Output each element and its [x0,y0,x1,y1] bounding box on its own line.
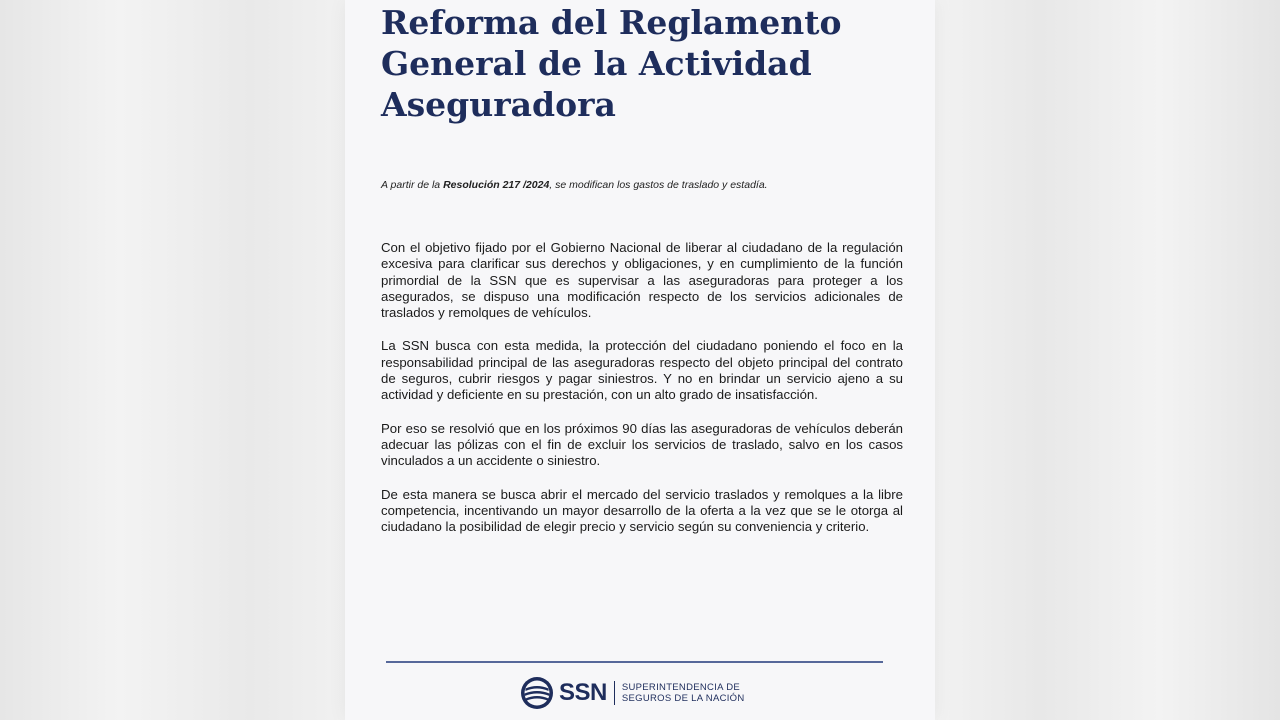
org-line-2: SEGUROS DE LA NACIÓN [621,693,745,704]
paragraph: La SSN busca con esta medida, la protección del ciudadano poniendo el foco en la responsabilidad principal de las aseguradoras respecto del objeto principal del contrato de seguros, cubrir riesgos y pagar siniestros. Y no en brindar un servicio ajeno a su actividad y deficiente en su prestación, con un alto grado de insatisfacción. [381,338,903,403]
resolution-reference: Resolución 217 /2024 [443,179,550,191]
logo-acronym: SSN [559,679,607,706]
subtitle-suffix: , se modifican los gastos de traslado y estadía. [549,179,768,191]
paragraph: Con el objetivo fijado por el Gobierno Nacional de liberar al ciudadano de la regulación excesiva para clarificar sus derechos y obligaciones, y en cumplimiento de la función primordial de la SSN que es supervisar a las aseguradoras para proteger a los asegurados, se dispuso una modificación respecto de los servicios adicionales de traslados y remolques de vehículos. [381,240,903,321]
org-line-1: SUPERINTENDENCIA DE [621,682,740,693]
document-page [345,0,935,720]
ssn-logo [520,676,745,710]
footer-divider [386,661,883,663]
subtitle-prefix: A partir de la [381,179,444,191]
article-body [381,240,903,552]
paragraph: Por eso se resolvió que en los próximos 90 días las aseguradoras de vehículos deberán adecuar las pólizas con el fin de excluir los servicios de traslado, salvo en los casos vinculados a un accidente o siniestro. [381,420,903,469]
subtitle [381,178,901,192]
logo-separator [614,681,615,705]
paragraph: De esta manera se busca abrir el mercado del servicio traslados y remolques a la libre competencia, incentivando un mayor desarrollo de la oferta a la vez que se le otorga al ciudadano la posibilidad de elegir precio y servicio según su conveniencia y criterio. [381,486,903,535]
logo-organization [622,682,745,704]
page-title: Reforma del Reglamento General de la Actividad Aseguradora [381,3,842,124]
ssn-globe-icon [520,676,554,710]
